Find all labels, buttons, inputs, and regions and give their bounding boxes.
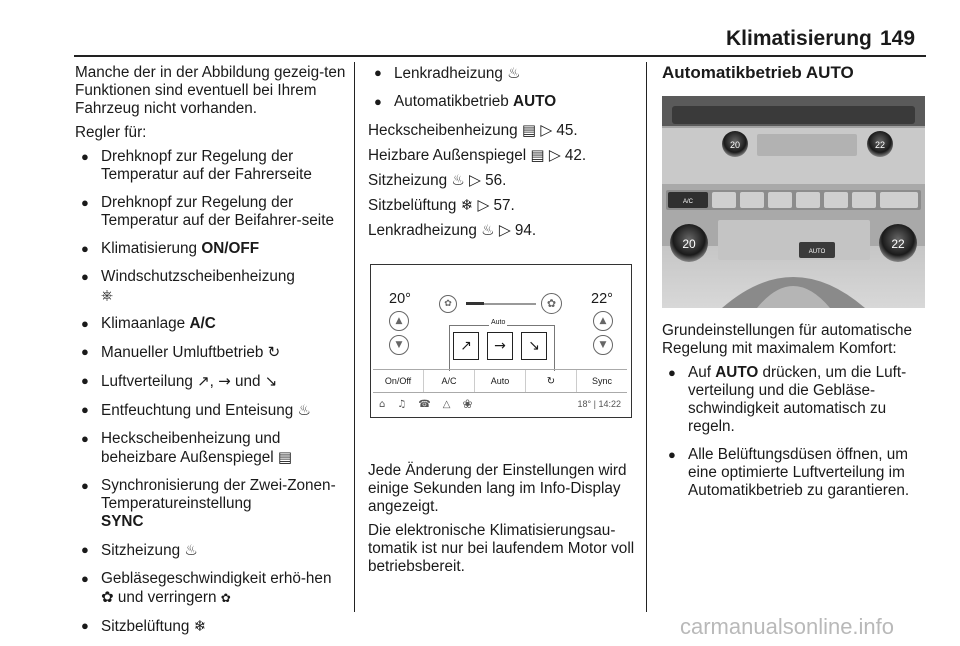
list-item: ● Entfeuchtung und Enteisung ♨	[75, 401, 347, 420]
auto-intro: Grundeinstellungen für automatische Regelung mit maximalem Komfort:	[662, 322, 913, 357]
seat-ventilation-icon: ❄	[460, 196, 474, 214]
temp-right-up-icon[interactable]: ▲	[593, 311, 613, 331]
fan-large-icon: ✿	[101, 588, 114, 606]
photo-knob-left-top: 20	[729, 140, 741, 150]
list-item: ● Sitzheizung ♨	[75, 541, 347, 560]
column-divider-1	[354, 62, 355, 612]
page-number: 149	[880, 27, 916, 50]
column-3	[662, 64, 928, 94]
airflow-upper-icon[interactable]: ↗	[453, 332, 479, 360]
list-item: ● Windschutzscheibenheizung ⎈	[75, 268, 347, 305]
rear-window-heater-icon: ▤	[521, 121, 537, 139]
phone-icon[interactable]: ☎	[418, 398, 431, 410]
photo-ac-label: A/C	[682, 199, 694, 205]
ac-button[interactable]: A/C	[424, 370, 475, 392]
reference-line: Heizbare Außenspiegel ▤ ▷ 42.	[368, 146, 587, 164]
mirror-heater-icon: ▤	[530, 146, 545, 164]
airflow-lower-icon: ↘	[264, 372, 278, 390]
sync-button[interactable]: Sync	[591, 376, 612, 386]
list-item: ● Sitzbelüftung ❄	[75, 617, 347, 636]
display-status-bar	[373, 395, 627, 413]
fan-slider-fill	[466, 302, 484, 305]
temp-left-up-icon[interactable]: ▲	[389, 311, 409, 331]
list-item: ● Luftverteilung ↗, → und ↘	[75, 372, 347, 391]
photo-knob-right-big: 22	[891, 237, 905, 251]
airflow-upper-icon: ↗	[197, 372, 210, 390]
fan-large-icon[interactable]: ✿	[541, 293, 562, 314]
auto-button[interactable]: Auto	[475, 370, 526, 392]
fan-small-icon: ✿	[220, 591, 231, 605]
list-item: ● Heckscheibenheizung und beheizbare Außenspiegel ▤	[75, 430, 347, 467]
header-rule	[74, 55, 926, 57]
airflow-middle-icon: →	[218, 372, 231, 390]
intro-text: Manche der in der Abbildung gezeig-ten Funktionen sind eventuell bei Ihrem Fahrzeug nicht vorhanden.	[75, 64, 346, 117]
list-item: ● Manueller Umluftbetrieb ↻	[75, 343, 347, 362]
recirculation-icon: ↻	[546, 375, 556, 387]
photo-auto-label: AUTO	[808, 249, 826, 255]
airflow-middle-icon[interactable]: →	[487, 332, 513, 360]
climate-icon[interactable]: ❀	[462, 397, 473, 411]
display-temp-left: 20°	[389, 291, 411, 307]
watermark: carmanualsonline.info	[680, 614, 895, 639]
nav-icon[interactable]: △	[442, 398, 451, 410]
column-3-lower	[662, 322, 930, 510]
recirculation-button[interactable]	[526, 370, 577, 392]
list-item: ● Gebläsegeschwindigkeit erhö-hen ✿ und verringern ✿	[75, 570, 347, 607]
controls-label: Regler für:	[75, 124, 147, 141]
list-item: ● Klimatisierung ON/OFF	[75, 240, 347, 258]
climate-panel-photo	[662, 96, 925, 308]
seat-ventilation-icon: ❄	[193, 617, 207, 635]
windshield-heater-icon: ⎈	[101, 286, 114, 304]
list-item: ● Drehknopf zur Regelung der Temperatur auf der Fahrerseite	[75, 148, 347, 184]
temp-right-down-icon[interactable]: ▼	[593, 335, 613, 355]
column-2-lower	[368, 462, 640, 582]
list-item: ● Klimaanlage A/C	[75, 315, 347, 333]
display-temp-right: 22°	[591, 291, 613, 307]
column-1	[75, 64, 347, 646]
defrost-max-icon: ♨	[297, 401, 311, 419]
steering-heater-icon: ♨	[507, 64, 521, 82]
chapter-title: Klimatisierung	[726, 27, 872, 50]
onoff-button[interactable]: On/Off	[373, 370, 424, 392]
seat-heater-icon: ♨	[451, 171, 465, 189]
temp-left-down-icon[interactable]: ▼	[389, 335, 409, 355]
seat-heater-icon: ♨	[184, 541, 198, 559]
airflow-lower-icon[interactable]: ↘	[521, 332, 547, 360]
music-icon[interactable]: ♫	[397, 398, 407, 410]
column-2	[368, 64, 640, 246]
photo-knob-left-big: 20	[682, 237, 696, 251]
list-item: ● Automatikbetrieb AUTO	[368, 93, 640, 111]
recirculation-icon: ↻	[267, 343, 281, 361]
home-icon[interactable]: ⌂	[379, 398, 386, 410]
list-item: ● Auf AUTO drücken, um die Luft-verteilung und die Gebläse-schwindigkeit automatisch zu regeln.	[662, 364, 930, 436]
reference-line: Lenkradheizung ♨ ▷ 94.	[368, 221, 537, 239]
list-item: ● Alle Belüftungsdüsen öffnen, um eine optimierte Luftverteilung im Automatikbetrieb zu garantieren.	[662, 446, 930, 500]
info-display-figure	[370, 264, 632, 418]
display-note: Jede Änderung der Einstellungen wird einige Sekunden lang im Info-Display angezeigt.	[368, 462, 627, 515]
reference-line: Heckscheibenheizung ▤ ▷ 45.	[368, 121, 578, 139]
climate-panel-illustration	[662, 96, 925, 308]
steering-heater-icon: ♨	[481, 221, 495, 239]
page-header	[0, 0, 960, 56]
list-item: ● Drehknopf zur Regelung der Temperatur auf der Beifahrer-seite	[75, 194, 347, 230]
reference-line: Sitzbelüftung ❄ ▷ 57.	[368, 196, 515, 214]
engine-note: Die elektronische Klimatisierungsau-tomatik ist nur bei laufendem Motor voll betriebsbereit.	[368, 522, 635, 575]
auto-airflow-label: Auto	[491, 319, 506, 326]
fan-small-icon[interactable]: ✿	[439, 295, 457, 313]
display-button-row	[373, 369, 627, 393]
section-heading: Automatikbetrieb AUTO	[662, 63, 854, 82]
rear-window-heater-icon: ▤	[277, 448, 293, 466]
status-time: 18° | 14:22	[577, 399, 621, 409]
photo-knob-right-top: 22	[874, 140, 886, 150]
list-item: ● Lenkradheizung ♨	[368, 64, 640, 83]
column-divider-2	[646, 62, 647, 612]
reference-line: Sitzheizung ♨ ▷ 56.	[368, 171, 507, 189]
list-item: ● Synchronisierung der Zwei-Zonen-Temperatureinstellung SYNC	[75, 477, 347, 531]
